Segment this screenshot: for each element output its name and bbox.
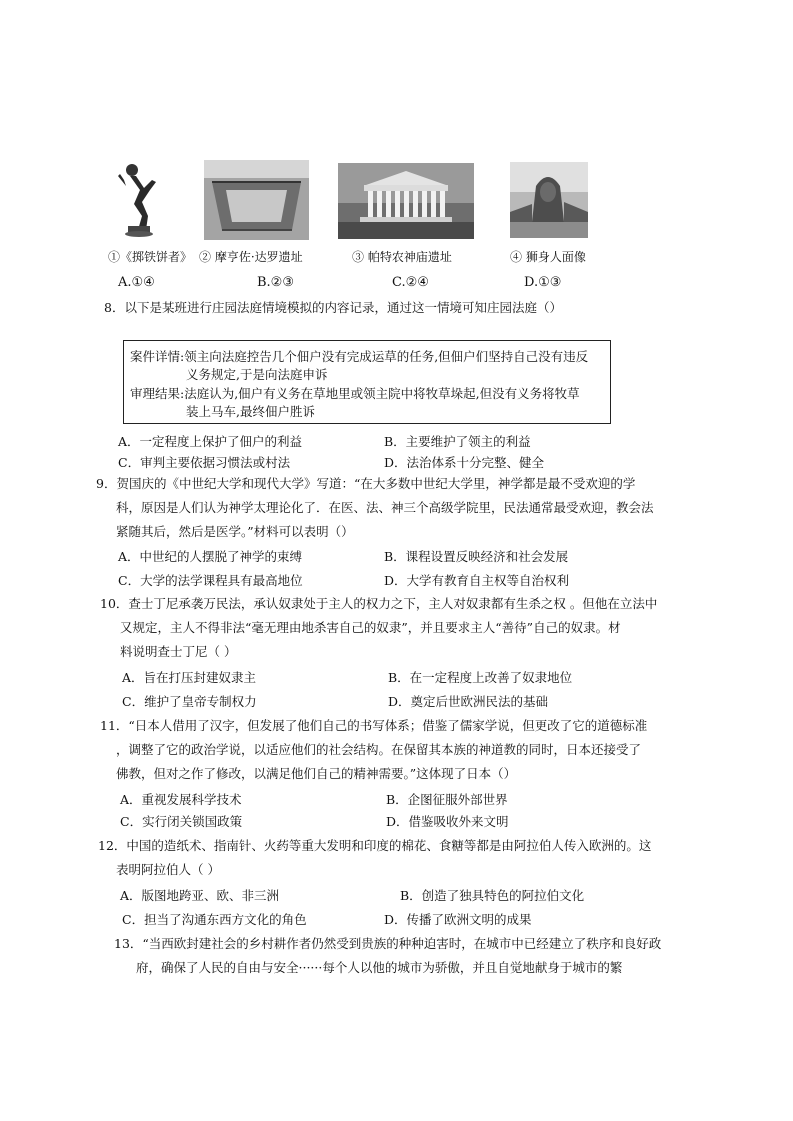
q9-option-a[interactable]: A．中世纪的人摆脱了神学的束缚 xyxy=(118,549,303,564)
q9-option-d[interactable]: D．大学有教育自主权等自治权利 xyxy=(384,573,570,588)
figure-caption-3: ③ 帕特农神庙遗址 xyxy=(352,250,452,264)
q8-option-b[interactable]: B．主要维护了领主的利益 xyxy=(384,434,531,449)
q11-option-c[interactable]: C．实行闭关锁国政策 xyxy=(120,814,243,829)
figure-caption-4: ④ 狮身人面像 xyxy=(510,250,586,264)
q11-option-b[interactable]: B．企图征服外部世界 xyxy=(386,792,508,807)
parthenon-photo-icon xyxy=(338,163,474,239)
sphinx-photo-icon xyxy=(510,162,588,238)
q11-option-a[interactable]: A．重视发展科学技术 xyxy=(120,792,242,807)
case-result-line-2: 装上马车,最终佃户胜诉 xyxy=(186,404,315,419)
q7-option-b[interactable]: B.②③ xyxy=(257,275,294,290)
discus-thrower-image xyxy=(112,160,164,238)
q9-option-c[interactable]: C．大学的法学课程具有最高地位 xyxy=(118,573,303,588)
sphinx-image xyxy=(510,162,588,238)
figure-caption-1: ①《掷铁饼者》 xyxy=(108,250,193,264)
parthenon-image xyxy=(338,163,474,239)
q12-stem-line-2: 表明阿拉伯人（ ） xyxy=(116,862,220,877)
q9-stem-line-2: 科，原因是人们认为神学太理论化了．在医、法、神三个高级学院里，民法通常最受欢迎，教会法 xyxy=(116,500,654,515)
q13-stem-line-1: 13．“当西欧封建社会的乡村耕作者仍然受到贵族的种种迫害时，在城市中已经建立了秩序和良好政 xyxy=(114,936,662,951)
case-result-line-1: 审理结果:法庭认为,佃户有义务在草地里或领主院中将牧草垛起,但没有义务将牧草 xyxy=(130,386,580,401)
q10-option-d[interactable]: D．奠定后世欧洲民法的基础 xyxy=(388,694,549,709)
q11-option-d[interactable]: D．借鉴吸收外来文明 xyxy=(386,814,509,829)
q10-stem-line-1: 10．查士丁尼承袭万民法，承认奴隶处于主人的权力之下，主人对奴隶都有生杀之权 。但他在立法中 xyxy=(100,596,658,611)
q8-option-a[interactable]: A．一定程度上保护了佃户的利益 xyxy=(118,434,303,449)
figure-caption-2: ② 摩亨佐·达罗遗址 xyxy=(199,250,303,264)
q13-stem-line-2: 府，确保了人民的自由与安全······每个人以他的城市为骄傲，并且自觉地献身于城市的繁 xyxy=(136,960,623,975)
q10-option-c[interactable]: C．维护了皇帝专制权力 xyxy=(122,694,257,709)
q11-stem-line-3: 佛教，但对之作了修改，以满足他们自己的精神需要。”这体现了日本（） xyxy=(116,766,517,781)
case-record-box xyxy=(123,340,611,424)
q7-option-c[interactable]: C.②④ xyxy=(392,275,429,290)
q7-option-a[interactable]: A.①④ xyxy=(118,275,155,290)
q10-stem-line-3: 料说明查士丁尼（ ） xyxy=(120,644,237,659)
q12-option-b[interactable]: B．创造了独具特色的阿拉伯文化 xyxy=(400,888,585,903)
q8-option-c[interactable]: C．审判主要依据习惯法或村法 xyxy=(118,455,291,470)
q10-option-a[interactable]: A．旨在打压封建奴隶主 xyxy=(122,670,257,685)
case-detail-line-2: 义务规定,于是向法庭申诉 xyxy=(186,367,328,382)
q7-option-d[interactable]: D.①③ xyxy=(524,275,562,290)
q8-option-d[interactable]: D．法治体系十分完整、健全 xyxy=(384,455,545,470)
q8-stem: 8．以下是某班进行庄园法庭情境模拟的内容记录，通过这一情境可知庄园法庭（） xyxy=(104,300,562,315)
discus-thrower-statue-icon xyxy=(112,160,164,238)
q12-option-c[interactable]: C．担当了沟通东西方文化的角色 xyxy=(122,912,307,927)
q9-stem-line-3: 紧随其后，然后是医学。”材料可以表明（） xyxy=(116,524,354,539)
q12-stem-line-1: 12．中国的造纸术、指南针、火药等重大发明和印度的棉花、食糖等都是由阿拉伯人传入欧洲的。这 xyxy=(98,838,652,853)
case-detail-line-1: 案件详情:领主向法庭控告几个佃户没有完成运草的任务,但佃户们坚持自己没有违反 xyxy=(130,349,589,364)
q11-stem-line-1: 11．“日本人借用了汉字，但发展了他们自己的书写体系；借鉴了儒家学说，但更改了它的道德标准 xyxy=(100,718,648,733)
q12-option-d[interactable]: D．传播了欧洲文明的成果 xyxy=(384,912,532,927)
q9-option-b[interactable]: B．课程设置反映经济和社会发展 xyxy=(384,549,569,564)
ruins-photo-icon xyxy=(204,160,309,240)
q11-stem-line-2: ，调整了它的政治学说，以适应他们的社会结构。在保留其本族的神道教的同时，日本还接受了 xyxy=(116,742,642,757)
ruins-image xyxy=(204,160,309,240)
q10-stem-line-2: 又规定，主人不得非法“毫无理由地杀害自己的奴隶”，并且要求主人“善待”自己的奴隶。材 xyxy=(120,620,621,635)
q10-option-b[interactable]: B．在一定程度上改善了奴隶地位 xyxy=(388,670,573,685)
q12-option-a[interactable]: A．版图地跨亚、欧、非三洲 xyxy=(120,888,280,903)
q9-stem-line-1: 9．贺国庆的《中世纪大学和现代大学》写道：“在大多数中世纪大学里，神学都是最不受欢迎的学 xyxy=(96,476,636,491)
